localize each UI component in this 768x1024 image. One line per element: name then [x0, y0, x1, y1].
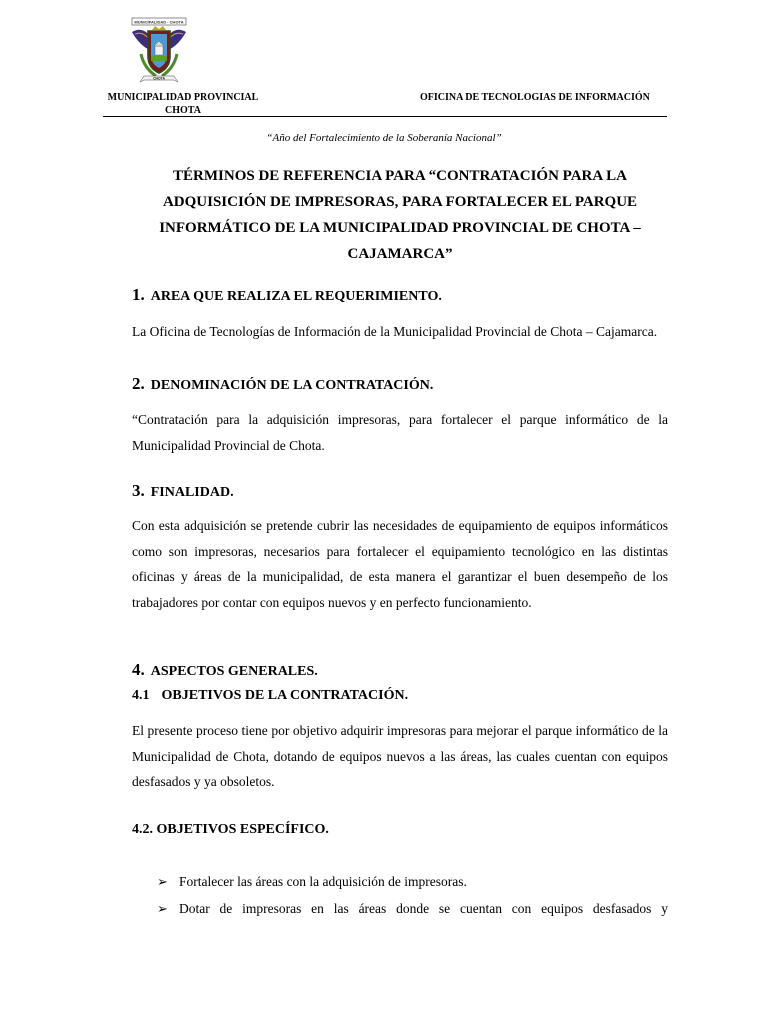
section-number: 1. [132, 285, 145, 304]
section-2-text: “Contratación para la adquisición impresoras, para fortalecer el parque informático de la Municipalidad Provincial de Chota. [132, 412, 668, 453]
year-motto: “Año del Fortalecimiento de la Soberanía Nacional” [266, 132, 502, 144]
list-item-text: Dotar de impresoras en las áreas donde se cuentan con equipos desfasados y [179, 901, 668, 916]
section-3-text: Con esta adquisición se pretende cubrir las necesidades de equipamiento de equipos informáticos como son impresoras, necesarios para fortalecer el equipamiento tecnológico en las distintas oficinas y áreas de la municipalidad, de esta manera el garantizar el buen desempeño de los trabajadores por contar con equipos nuevos y en perfecto funcionamiento. [132, 518, 668, 610]
list-item [157, 900, 668, 917]
section-1-heading [132, 285, 442, 305]
header-divider [103, 116, 667, 117]
section-heading-text: ASPECTOS GENERALES. [150, 664, 318, 679]
section-number: 4. [132, 660, 145, 679]
section-1-text: La Oficina de Tecnologías de Información de la Municipalidad Provincial de Chota – Cajamarca. [132, 324, 658, 339]
section-number: 2. [132, 374, 145, 393]
coat-of-arms-logo [128, 16, 190, 88]
section-4-heading [132, 660, 318, 680]
section-heading-text: DENOMINACIÓN DE LA CONTRATACIÓN. [150, 378, 434, 393]
subsection-label: 4.1 [132, 688, 150, 703]
subsection-4-1-heading [132, 688, 408, 704]
document-title: TÉRMINOS DE REFERENCIA PARA “CONTRATACIÓN PARA LA ADQUISICIÓN DE IMPRESORAS, PARA FORTALECER EL PARQUE INFORMÁTICO DE LA MUNICIPALIDAD PROVINCIAL DE CHOTA – CAJAMARCA” [159, 168, 641, 262]
section-2-heading [132, 374, 433, 394]
section-heading-text: FINALIDAD. [150, 485, 234, 500]
list-item-text: Fortalecer las áreas con la adquisición de impresoras. [179, 874, 467, 889]
svg-text:CHOTA: CHOTA [153, 76, 165, 81]
header-office: OFICINA DE TECNOLOGIAS DE INFORMACIÓN [420, 92, 650, 103]
section-number: 3. [132, 481, 145, 500]
subsection-heading-text: OBJETIVOS DE LA CONTRATACIÓN. [161, 688, 409, 703]
section-3-heading [132, 481, 234, 501]
list-item [157, 873, 668, 890]
right-arrowhead-icon: ➢ [157, 874, 168, 889]
subsection-4-2-heading: 4.2. OBJETIVOS ESPECÍFICO. [132, 822, 329, 837]
right-arrowhead-icon: ➢ [157, 901, 168, 916]
header-institution: MUNICIPALIDAD PROVINCIAL CHOTA [107, 92, 259, 116]
section-heading-text: AREA QUE REALIZA EL REQUERIMIENTO. [150, 289, 442, 304]
subsection-4-1-text: El presente proceso tiene por objetivo adquirir impresoras para mejorar el parque informático de la Municipalidad de Chota, dotando de equipos nuevos a las áreas, las cuales cuentan con equipos desfasados y ya obsoletos. [132, 723, 668, 789]
svg-text:MUNICIPALIDAD · CHOTA: MUNICIPALIDAD · CHOTA [134, 19, 184, 25]
coat-of-arms-icon [128, 16, 190, 88]
